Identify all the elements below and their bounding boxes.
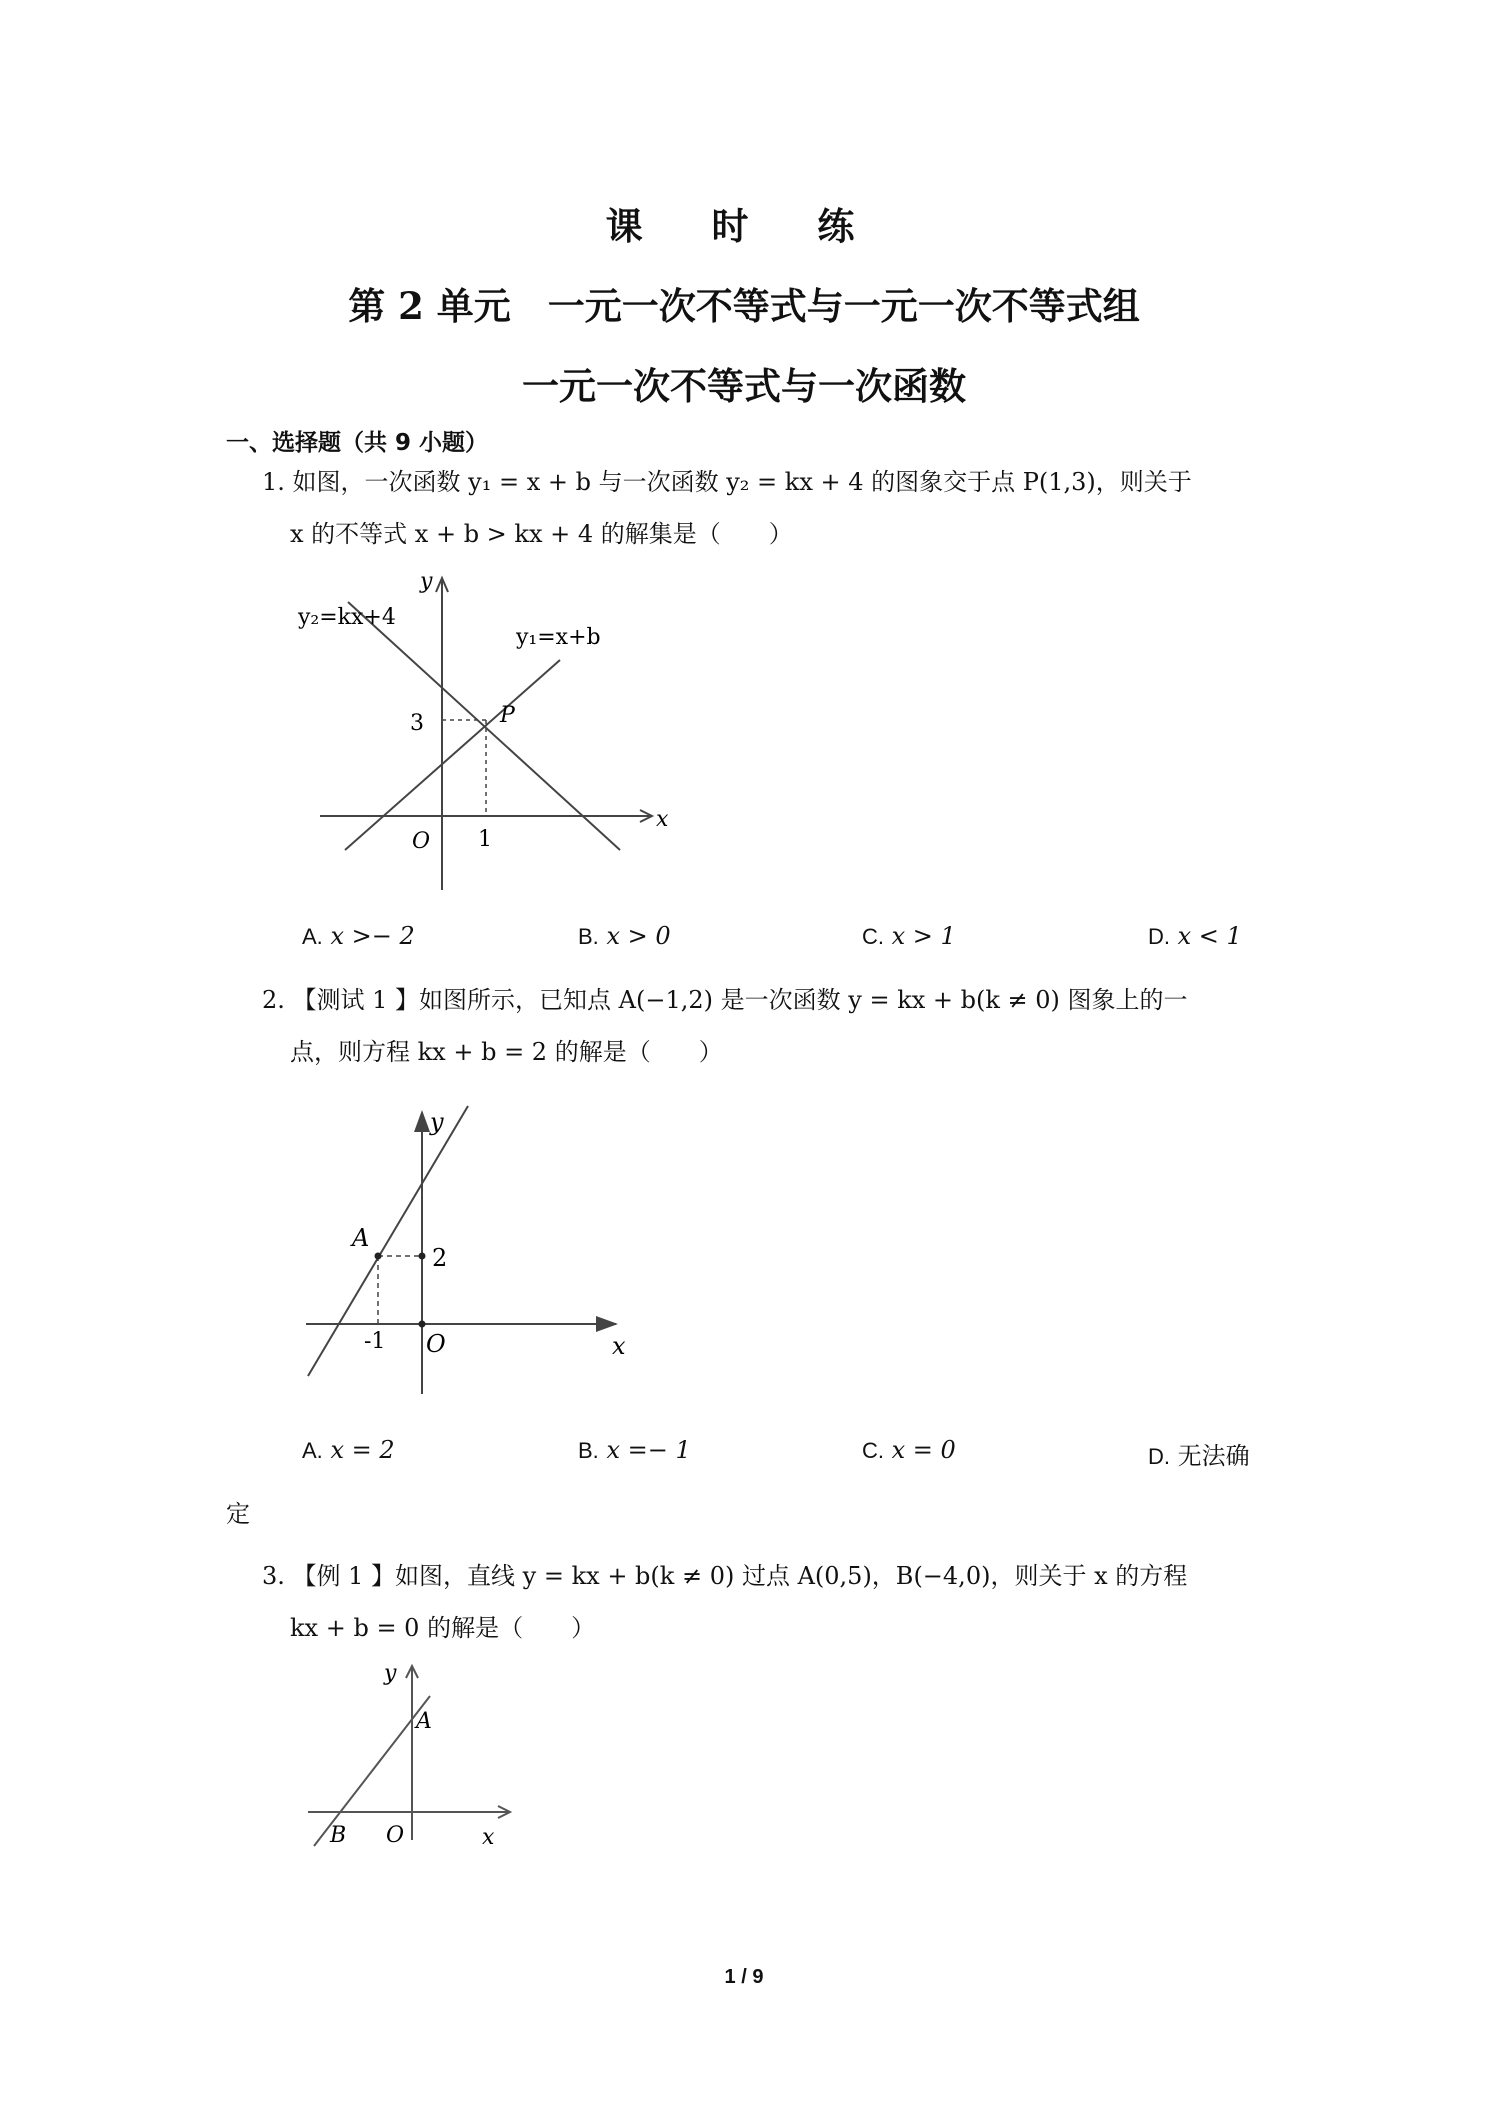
q2-figure xyxy=(296,1100,646,1400)
label-y1: y₁=x+b xyxy=(516,625,601,650)
label-b: B xyxy=(330,1823,347,1848)
label-origin: O xyxy=(386,1823,405,1848)
label-y: y xyxy=(384,1661,397,1686)
label-p: P xyxy=(500,703,515,728)
q2-option-c[interactable]: C. x = 0 xyxy=(862,1436,956,1464)
page-title: 课 时 练 xyxy=(605,204,883,248)
label-x: x xyxy=(482,1825,495,1850)
label-x: x xyxy=(612,1332,626,1360)
q3-figure xyxy=(300,1660,530,1860)
q3-line1: 3. 【例 1 】如图，直线 y = kx + b(k ≠ 0) 过点 A(0,5)，B(−4,0)，则关于 x 的方程 xyxy=(262,1562,1188,1590)
unit-title: 第 2 单元 一元一次不等式与一元一次不等式组 xyxy=(348,284,1140,328)
q1-figure xyxy=(290,570,690,900)
q1-line1: 1. 如图，一次函数 y₁ = x + b 与一次函数 y₂ = kx + 4 的图象交于点 P(1,3)，则关于 xyxy=(262,468,1192,496)
label-y: y xyxy=(430,1108,444,1136)
lesson-title: 一元一次不等式与一次函数 xyxy=(522,364,966,408)
q2-line2: 点，则方程 kx + b = 2 的解是（ ） xyxy=(290,1038,723,1066)
q2-option-a[interactable]: A. x = 2 xyxy=(302,1436,395,1464)
tick-2: 2 xyxy=(432,1244,448,1272)
tick-minus-1: -1 xyxy=(364,1329,386,1354)
label-y: y xyxy=(420,570,433,594)
tick-3: 3 xyxy=(410,711,424,736)
label-origin: O xyxy=(426,1330,446,1358)
q1-line2: x 的不等式 x + b > kx + 4 的解集是（ ） xyxy=(290,520,793,548)
q2-option-d-wrap: 定 xyxy=(226,1500,250,1528)
section-heading: 一、选择题（共 9 小题） xyxy=(226,430,489,456)
tick-1: 1 xyxy=(478,827,492,852)
q1-option-d[interactable]: D. x < 1 xyxy=(1148,922,1242,950)
q2-option-b[interactable]: B. x =− 1 xyxy=(578,1436,691,1464)
q3-line2: kx + b = 0 的解是（ ） xyxy=(290,1614,596,1642)
label-y2: y₂=kx+4 xyxy=(298,605,396,630)
q2-option-d[interactable]: D. 无法确 xyxy=(1148,1442,1250,1470)
label-a: A xyxy=(352,1224,370,1252)
label-x: x xyxy=(656,807,669,832)
label-a: A xyxy=(416,1709,432,1734)
q1-option-c[interactable]: C. x > 1 xyxy=(862,922,956,950)
q1-option-b[interactable]: B. x > 0 xyxy=(578,922,671,950)
line-y1 xyxy=(345,660,560,850)
q2-line1: 2. 【测试 1 】如图所示，已知点 A(−1,2) 是一次函数 y = kx + b(k ≠ 0) 图象上的一 xyxy=(262,986,1188,1014)
label-origin: O xyxy=(412,829,431,854)
page-number: 1 / 9 xyxy=(724,1966,764,1988)
q1-option-a[interactable]: A. x >− 2 xyxy=(302,922,415,950)
